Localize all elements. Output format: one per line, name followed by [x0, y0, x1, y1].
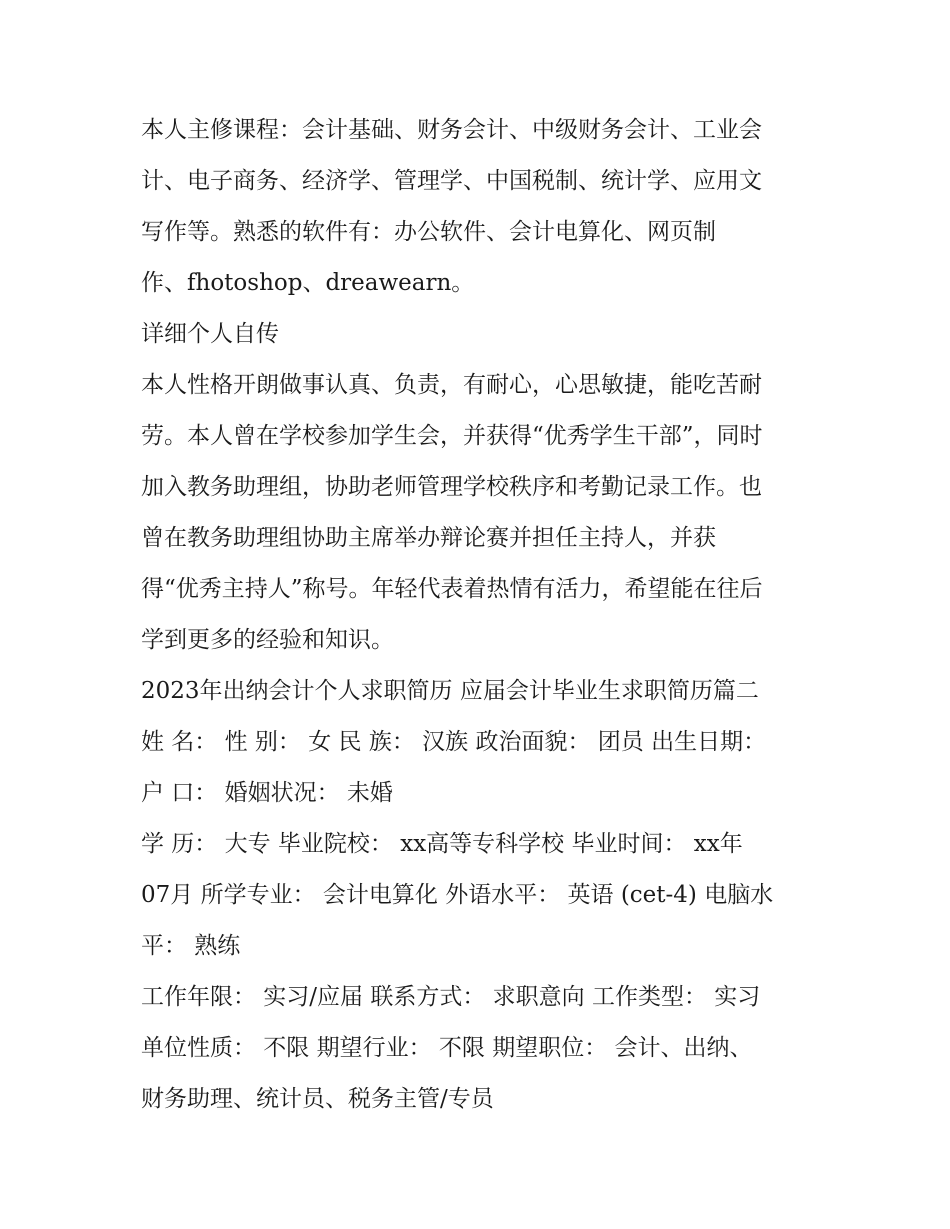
- text-line-autobiography-1: 本人性格开朗做事认真、负责，有耐心，心思敏捷，能吃苦耐: [141, 372, 762, 398]
- text-line-education-3: 平： 熟练: [141, 933, 241, 959]
- text-line-education-1: 学 历： 大专 毕业院校： xx高等专科学校 毕业时间： xx年: [141, 831, 743, 857]
- document-body: [141, 111, 813, 1131]
- text-line-software-2: 作、fhotoshop、dreawearn。: [141, 270, 475, 296]
- text-line-autobiography-2: 劳。本人曾在学校参加学生会，并获得“优秀学生干部”，同时: [141, 423, 763, 449]
- text-line-education-2: 07月 所学专业： 会计电算化 外语水平： 英语 (cet-4) 电脑水: [141, 882, 774, 908]
- section-heading-autobiography: 详细个人自传: [141, 321, 279, 347]
- text-line-courses-2: 计、电子商务、经济学、管理学、中国税制、统计学、应用文: [141, 168, 762, 194]
- text-line-autobiography-5: 得“优秀主持人”称号。年轻代表着热情有活力，希望能在往后: [141, 576, 763, 602]
- text-line-autobiography-3: 加入教务助理组，协助老师管理学校秩序和考勤记录工作。也: [141, 474, 762, 500]
- text-line-job-intent-2: 单位性质： 不限 期望行业： 不限 期望职位： 会计、出纳、: [141, 1035, 753, 1061]
- text-line-personal-info-1: 姓 名： 性 别： 女 民 族： 汉族 政治面貌： 团员 出生日期：: [141, 729, 767, 755]
- text-line-software-1: 写作等。熟悉的软件有：办公软件、会计电算化、网页制: [141, 219, 716, 245]
- text-line-job-intent-1: 工作年限： 实习/应届 联系方式： 求职意向 工作类型： 实习: [141, 984, 761, 1010]
- text-line-job-intent-3: 财务助理、统计员、税务主管/专员: [141, 1086, 494, 1112]
- section-heading-resume-2: 2023年出纳会计个人求职简历 应届会计毕业生求职简历篇二: [141, 678, 759, 704]
- text-line-courses-1: 本人主修课程：会计基础、财务会计、中级财务会计、工业会: [141, 117, 762, 143]
- text-line-autobiography-4: 曾在教务助理组协助主席举办辩论赛并担任主持人，并获: [141, 525, 716, 551]
- text-line-personal-info-2: 户 口： 婚姻状况： 未婚: [141, 780, 393, 806]
- text-line-autobiography-6: 学到更多的经验和知识。: [141, 627, 394, 653]
